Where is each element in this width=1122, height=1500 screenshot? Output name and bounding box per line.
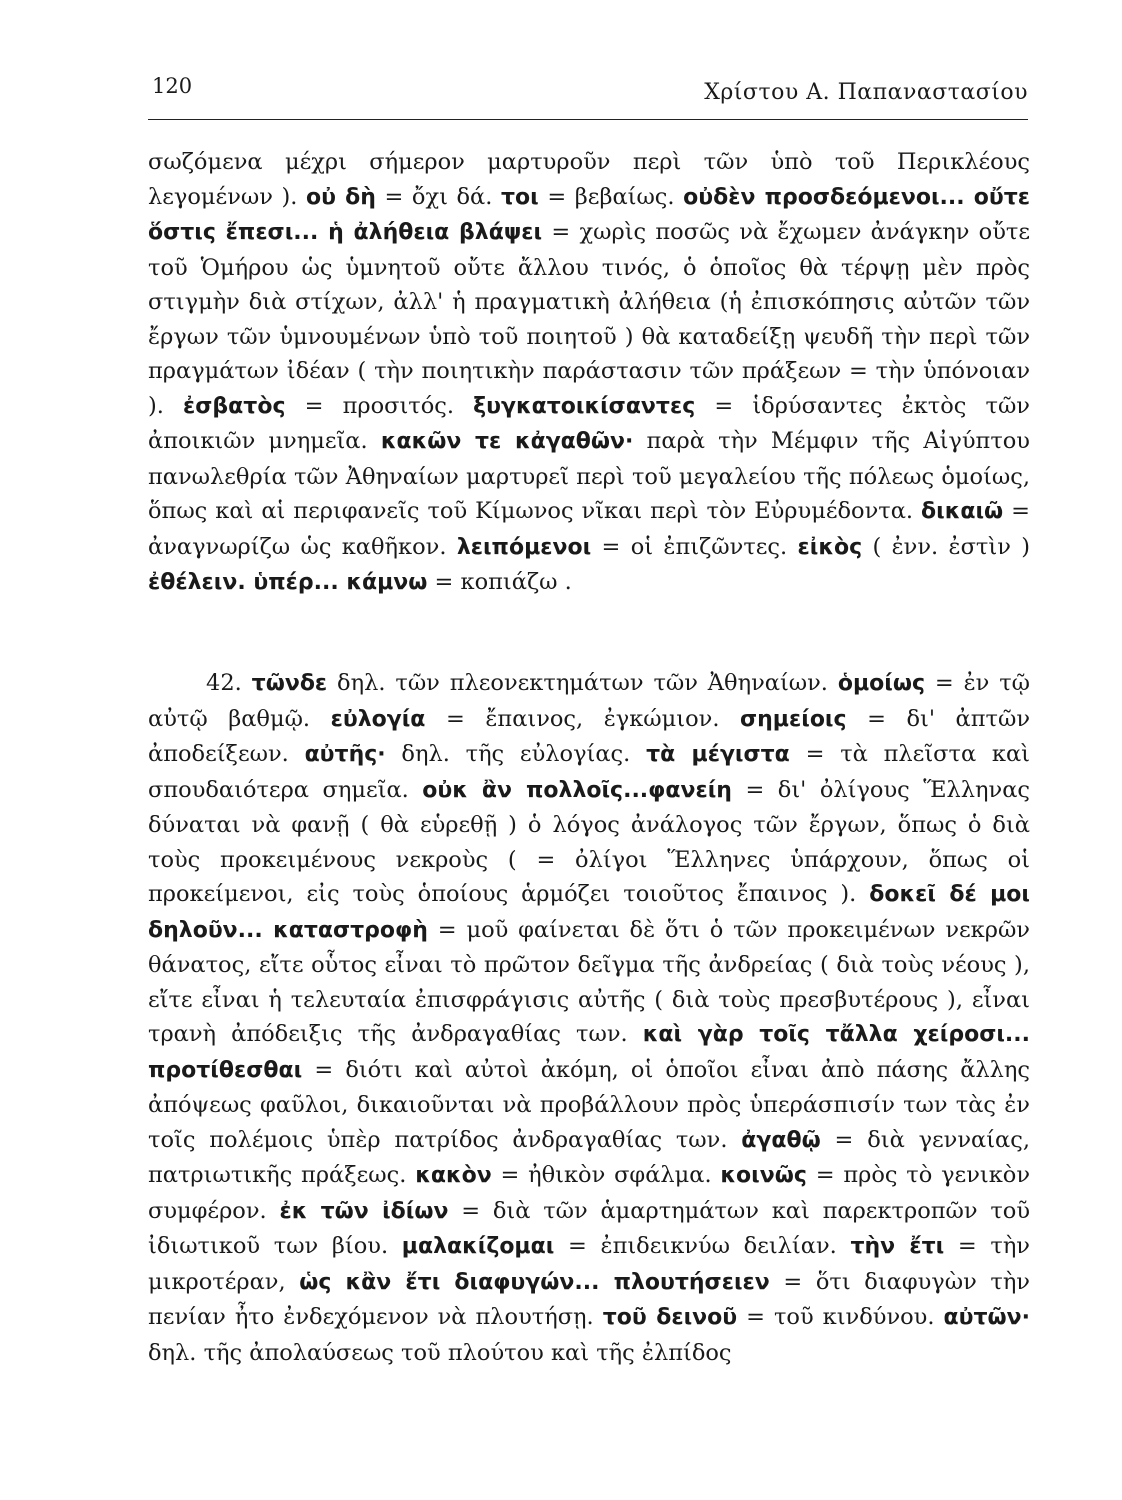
gloss-text: 42.	[206, 670, 252, 696]
lemma-term: ὁμοίως	[837, 671, 925, 696]
gloss-text: ( ἐνν. ἐστὶν )	[862, 533, 1030, 560]
lemma-term: τὴν ἔτι	[850, 1234, 945, 1259]
gloss-text: = διὰ γενναίας, πατριωτικῆς πράξεως.	[148, 1126, 1030, 1188]
gloss-text: δηλ. τῶν πλεονεκτημάτων τῶν Ἀθηναίων.	[327, 670, 838, 696]
gloss-text: = πρὸς τὸ γενικὸν συμφέρον.	[148, 1162, 1030, 1224]
lemma-term: ὡς κἂν ἔτι διαφυγών... πλουτήσειεν	[299, 1269, 770, 1295]
lemma-term: μαλακίζομαι	[401, 1234, 555, 1259]
lemma-term: εἰκὸς	[797, 534, 863, 560]
gloss-text: = διὰ τῶν ἁμαρτημάτων καὶ παρεκτροπῶν τοῦ ἰδιωτικοῦ των βίου.	[148, 1197, 1031, 1259]
gloss-text: = κοπιάζω .	[427, 569, 572, 595]
gloss-text: = τὴν μικροτέραν,	[148, 1233, 1030, 1295]
lemma-term: αὐτῆς·	[304, 742, 386, 767]
lemma-term: ἐθέλειν. ὑπέρ... κάμνω	[148, 570, 428, 595]
gloss-text: = μοῦ φαίνεται δὲ ὅτι ὁ τῶν προκειμένων νεκρῶν θάνατος, εἴτε οὗτος εἶναι τὸ πρῶτον δεῖγμα τῆς ἀνδρείας ( διὰ τοὺς νέους ), εἴτε εἶναι ἡ τελευταία ἐπισφράγισις αὐτῆς ( διὰ τοὺς πρεσβυτέρους ), εἶναι τρανὴ ἀπόδειξις τῆς ἀνδραγαθίας των.	[148, 916, 1030, 1047]
commentary-paragraph	[148, 666, 1030, 1370]
lemma-term: δοκεῖ δέ μοι δηλοῦν... καταστροφὴ	[148, 882, 1030, 943]
gloss-text: = ὅτι διαφυγὼν τὴν πενίαν ἦτο ἐνδεχόμενον νὰ πλουτήσῃ.	[148, 1268, 1030, 1330]
gloss-text: = ἀναγνωρίζω ὡς καθῆκον.	[148, 498, 1030, 560]
gloss-text: = τὰ πλεῖστα καὶ σπουδαιότερα σημεῖα.	[148, 741, 1030, 803]
gloss-text: παρὰ τὴν Μέμφιν τῆς Αἰγύπτου πανωλεθρία τῶν Ἀθηναίων μαρτυρεῖ περὶ τοῦ μεγαλείου τῆς πόλεως ὁμοίως, ὅπως καὶ αἱ περιφανεῖς τοῦ Κίμωνος νῖκαι περὶ τὸν Εὐρυμέδοντα.	[148, 428, 1030, 524]
gloss-text: δηλ. τῆς εὐλογίας.	[385, 741, 647, 767]
lemma-term: εὐλογία	[330, 706, 426, 732]
gloss-text: = προσιτός.	[285, 392, 474, 419]
gloss-text: = ἐπιδεικνύω δειλίαν.	[554, 1233, 851, 1259]
lemma-term: αὐτῶν·	[943, 1305, 1030, 1330]
gloss-text: = ἠθικὸν σφάλμα.	[491, 1162, 721, 1188]
lemma-term: τοι	[501, 184, 539, 210]
lemma-term: ξυγκατοικίσαντες	[473, 393, 696, 419]
gloss-text: = δι' ὀλίγους Ἕλληνας δύναται νὰ φανῇ ( θὰ εὑρεθῇ ) ὁ λόγος ἀνάλογος τῶν ἔργων, ὅπως ὁ διὰ τοὺς προκειμένους νεκροὺς ( = ὀλίγοι Ἕλληνες ὑπάρχουν, ὅπως οἱ προκείμενοι, εἰς τοὺς ὁποίους ἁρμόζει τοιοῦτος ἔπαινος ).	[148, 776, 1030, 907]
gloss-text: = χωρὶς ποσῶς νὰ ἔχωμεν ἀνάγκην οὔτε τοῦ Ὁμήρου ὡς ὑμνητοῦ οὔτε ἄλλου τινός, ὁ ὁποῖος θὰ τέρψῃ μὲν πρὸς στιγμὴν διὰ στίχων, ἀλλ' ἡ πραγματικὴ ἀλήθεια (ἡ ἐπισκόπησις αὐτῶν τῶν ἔργων τῶν ὑμνουμένων ὑπὸ τοῦ ποιητοῦ ) θὰ καταδείξῃ ψευδῆ τὴν περὶ τῶν πραγμάτων ἰδέαν ( τὴν ποιητικὴν παράστασιν τῶν πράξεων = τὴν ὑπόνοιαν ).	[148, 219, 1031, 419]
lemma-term: σημείοις	[740, 706, 847, 732]
lemma-term: οὐ δὴ	[306, 184, 376, 210]
lemma-term: κοινῶς	[720, 1163, 807, 1188]
lemma-term: δικαιῶ	[921, 499, 1004, 524]
gloss-text: = βεβαίως.	[538, 183, 684, 210]
lemma-term: οὐκ ἂν πολλοῖς...φανείη	[422, 777, 732, 803]
lemma-term: κακὸν	[415, 1163, 492, 1188]
lemma-term: ἐκ τῶν ἰδίων	[279, 1198, 449, 1224]
gloss-text: = δι' ἀπτῶν ἀποδείξεων.	[148, 705, 1030, 767]
lemma-term: λειπόμενοι	[456, 534, 592, 560]
gloss-text: δηλ. τῆς ἀπολαύσεως τοῦ πλούτου καὶ τῆς ἐλπίδος	[148, 1339, 732, 1366]
gloss-text: = ὄχι δά.	[375, 183, 501, 210]
lemma-term: τὰ μέγιστα	[646, 742, 790, 767]
gloss-text: = διότι καὶ αὐτοὶ ἀκόμη, οἱ ὁποῖοι εἶναι ἀπὸ πάσης ἄλλης ἀπόψεως φαῦλοι, δικαιοῦνται νὰ προβάλλουν πρὸς ὑπεράσπισίν των τὰς ἐν τοῖς πολέμοις ὑπὲρ πατρίδος ἀνδραγαθίας των.	[148, 1056, 1030, 1153]
running-title: Χρίστου Α. Παπαναστασίου	[704, 80, 1028, 105]
lemma-term: καὶ γὰρ τοῖς τἄλλα χείροσι... προτίθεσθαι	[148, 1022, 1030, 1083]
gloss-text: = οἱ ἐπιζῶντες.	[591, 533, 798, 560]
lemma-term: ἀγαθῷ	[741, 1127, 821, 1153]
gloss-text: = ἔπαινος, ἐγκώμιον.	[425, 705, 741, 732]
gloss-text: σωζόμενα μέχρι σήμερον μαρτυροῦν περὶ τῶν ὑπὸ τοῦ Περικλέους λεγομένων ).	[148, 149, 1030, 210]
commentary-paragraph	[148, 145, 1030, 601]
lemma-term: οὐδὲν προσδεόμενοι... οὔτε ὅστις ἔπεσι... ἡ ἀλήθεια βλάψει	[148, 184, 1030, 245]
lemma-term: ἐσβατὸς	[183, 393, 286, 419]
header-rule	[148, 119, 1028, 120]
page-number: 120	[152, 74, 193, 98]
gloss-text: = ἐν τῷ αὐτῷ βαθμῷ.	[148, 670, 1031, 732]
gloss-text: = τοῦ κινδύνου.	[737, 1304, 944, 1330]
lemma-term: κακῶν τε κἀγαθῶν·	[380, 429, 634, 454]
lemma-term: τοῦ δεινοῦ	[602, 1305, 738, 1330]
lemma-term: τῶνδε	[251, 671, 328, 696]
gloss-text: = ἱδρύσαντες ἐκτὸς τῶν ἀποικιῶν μνημεῖα.	[148, 392, 1030, 454]
